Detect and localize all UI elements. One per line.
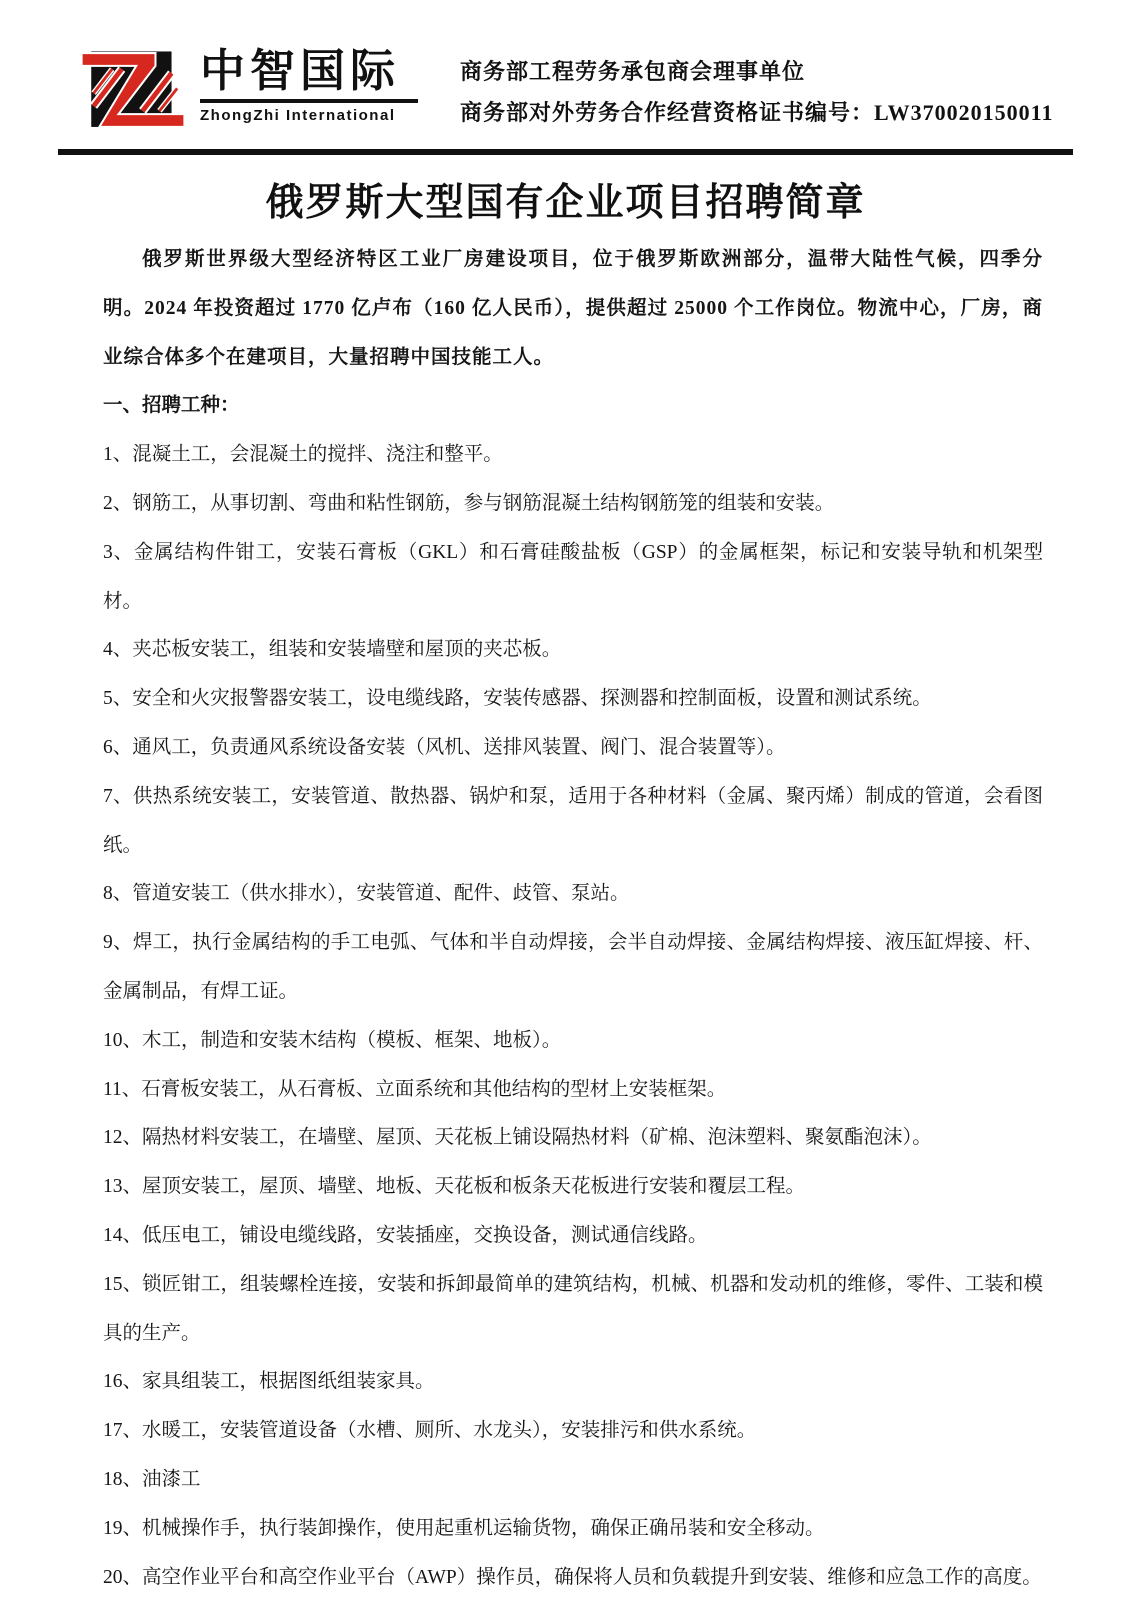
job-list-item: 15、锁匠钳工，组装螺栓连接，安装和拆卸最简单的建筑结构，机械、机器和发动机的维修，零件、工装和模具的生产。 xyxy=(103,1273,1043,1344)
intro-paragraph: 俄罗斯世界级大型经济特区工业厂房建设项目，位于俄罗斯欧洲部分，温带大陆性气候，四季分明。2024 年投资超过 1770 亿卢布（160 亿人民币），提供超过 25000 个工作岗位。物流中心，厂房，商业综合体多个在建项目，大量招聘中国技能工人。 xyxy=(103,249,1043,368)
job-list-item: 8、管道安装工（供水排水），安装管道、配件、歧管、泵站。 xyxy=(103,883,630,905)
job-list-item: 1、混凝土工，会混凝土的搅拌、浇注和整平。 xyxy=(103,444,503,466)
header-divider-rule xyxy=(58,149,1073,155)
credential-line-2: 商务部对外劳务合作经营资格证书编号：LW370020150011 xyxy=(460,99,1054,125)
job-list-item: 13、屋顶安装工，屋顶、墙壁、地板、天花板和板条天花板进行安装和覆层工程。 xyxy=(103,1176,806,1198)
job-list-item: 11、石膏板安装工，从石膏板、立面系统和其他结构的型材上安装框架。 xyxy=(103,1078,727,1100)
job-list-item: 2、钢筋工，从事切割、弯曲和粘性钢筋，参与钢筋混凝土结构钢筋笼的组装和安装。 xyxy=(103,492,835,514)
company-logo xyxy=(80,46,418,139)
job-list xyxy=(103,431,1043,1600)
job-list-item: 4、夹芯板安装工，组装和安装墙壁和屋顶的夹芯板。 xyxy=(103,639,562,661)
job-list-item: 3、金属结构件钳工，安装石膏板（GKL）和石膏硅酸盐板（GSP）的金属框架，标记和安装导轨和机架型材。 xyxy=(103,541,1043,612)
job-list-item: 14、低压电工，铺设电缆线路，安装插座，交换设备，测试通信线路。 xyxy=(103,1224,708,1246)
job-list-item: 9、焊工，执行金属结构的手工电弧、气体和半自动焊接，会半自动焊接、金属结构焊接、液压缸焊接、杆、金属制品，有焊工证。 xyxy=(103,932,1043,1002)
logo-divider xyxy=(200,99,418,103)
section-heading-job-types: 一、招聘工种： xyxy=(103,395,240,417)
logo-wordmark xyxy=(200,46,418,124)
job-list-item: 5、安全和火灾报警器安装工，设电缆线路，安装传感器、探测器和控制面板，设置和测试系统。 xyxy=(103,688,932,710)
job-list-item: 18、油漆工 xyxy=(103,1468,201,1490)
document-body xyxy=(0,226,1131,1600)
page-title: 俄罗斯大型国有企业项目招聘简章 xyxy=(265,182,866,224)
job-list-item: 12、隔热材料安装工，在墙壁、屋顶、天花板上铺设隔热材料（矿棉、泡沫塑料、聚氨酯泡沫）。 xyxy=(103,1127,932,1149)
job-list-item: 6、通风工，负责通风系统设备安装（风机、送排风装置、阀门、混合装置等）。 xyxy=(103,736,786,758)
job-list-item: 17、水暖工，安装管道设备（水槽、厕所、水龙头），安装排污和供水系统。 xyxy=(103,1420,757,1442)
logo-name-en: ZhongZhi International xyxy=(200,106,396,124)
credentials-block xyxy=(460,46,1053,133)
zhongzhi-z-logo-icon xyxy=(80,46,186,139)
job-list-item: 19、机械操作手，执行装卸操作，使用起重机运输货物，确保正确吊装和安全移动。 xyxy=(103,1517,825,1539)
letterhead xyxy=(0,0,1131,139)
job-list-item: 10、木工，制造和安装木结构（模板、框架、地板）。 xyxy=(103,1029,562,1051)
logo-name-cn: 中智国际 xyxy=(200,45,401,96)
credential-line-1: 商务部工程劳务承包商会理事单位 xyxy=(460,59,806,84)
job-list-item: 16、家具组装工，根据图纸组装家具。 xyxy=(103,1371,435,1393)
job-list-item: 20、高空作业平台和高空作业平台（AWP）操作员，确保将人员和负载提升到安装、维修和应急工作的高度。 xyxy=(103,1566,1042,1588)
job-list-item: 7、供热系统安装工，安装管道、散热器、锅炉和泵，适用于各种材料（金属、聚丙烯）制成的管道，会看图纸。 xyxy=(103,785,1043,856)
